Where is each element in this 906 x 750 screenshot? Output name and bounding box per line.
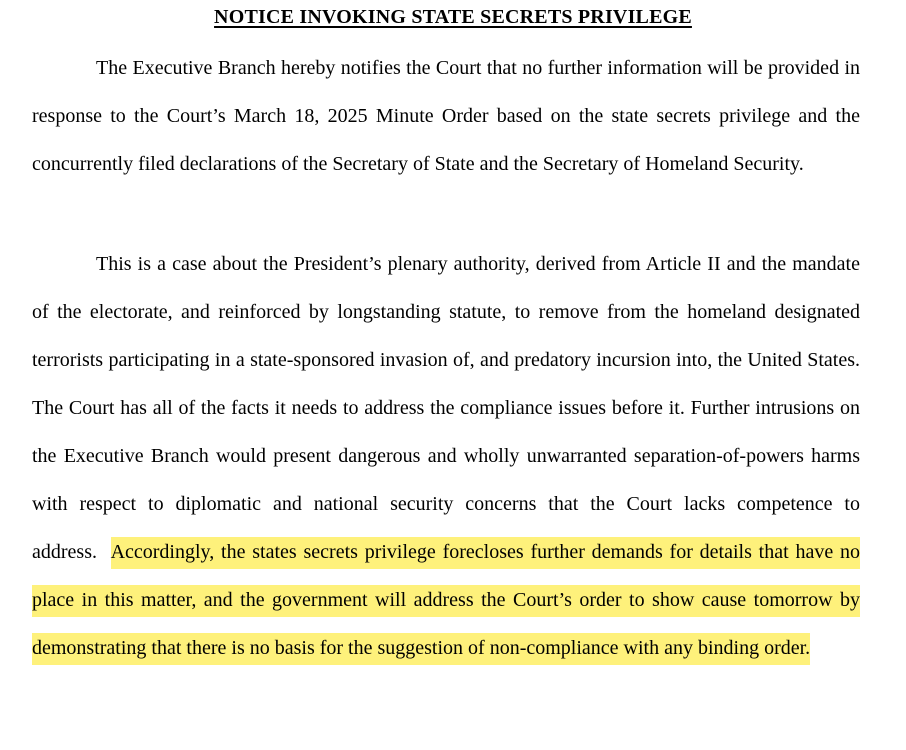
document-title: NOTICE INVOKING STATE SECRETS PRIVILEGE xyxy=(214,6,692,28)
paragraph-plain-text: This is a case about the President’s plenary authority, derived from Article II and the mandate of the electorate, and reinforced by longstanding statute, to remove from the homeland designated terrorists participating in a state-sponsored invasion of, and predatory incursion into, the United States. The Court has all of the facts it needs to address the compliance issues before it. Further intrusions on the Executive Branch would present dangerous and wholly unwarranted separation-of-powers harms with respect to diplomatic and national security concerns that the Court lacks competence to address. xyxy=(32,253,860,563)
paragraph-plenary-authority xyxy=(32,240,860,672)
paragraph-executive-notice: The Executive Branch hereby notifies the Court that no further information will be provided in response to the Court’s March 18, 2025 Minute Order based on the state secrets privilege and the concurrently filed declarations of the Secretary of State and the Secretary of Homeland Security. xyxy=(32,57,860,175)
highlighted-text: Accordingly, the states secrets privilege forecloses further demands for details that have no place in this matter, and the government will address the Court’s order to show cause tomorrow by demonstrating that there is no basis for the suggestion of non-compliance with any binding order. xyxy=(32,537,860,665)
